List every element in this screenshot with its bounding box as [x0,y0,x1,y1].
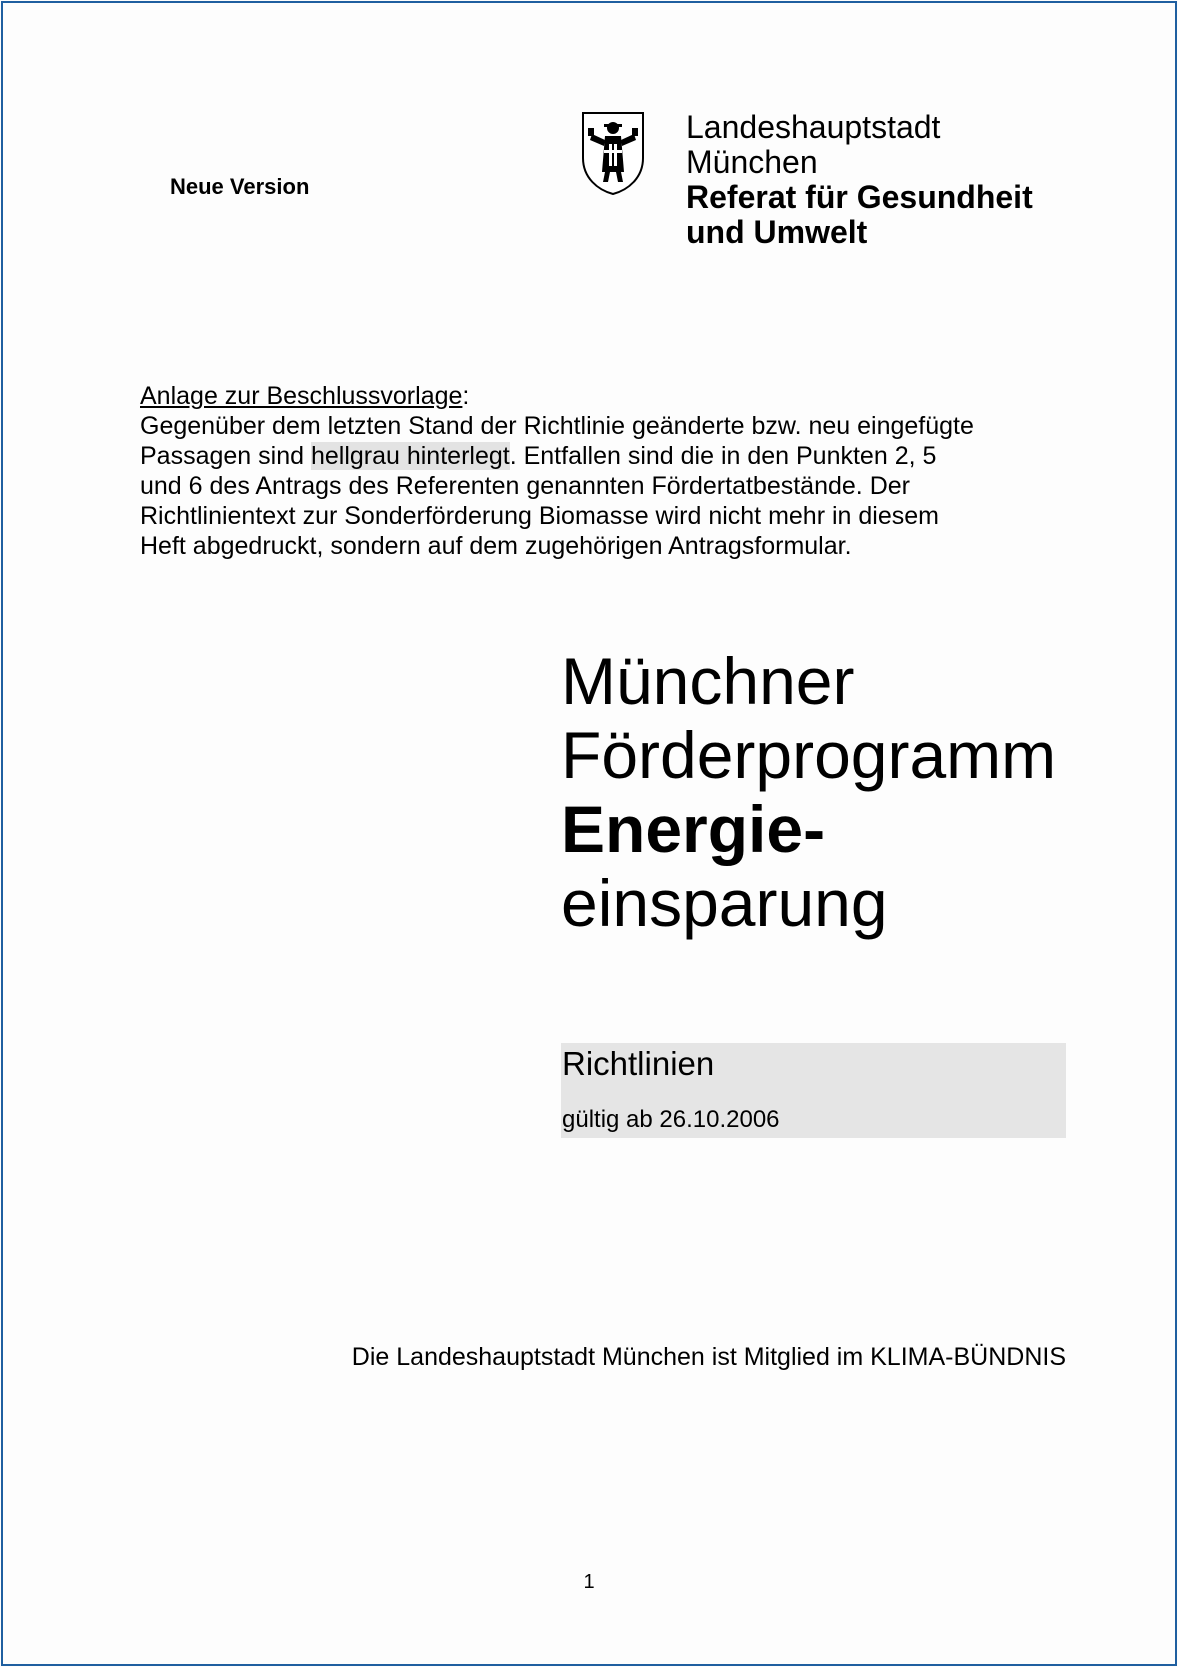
membership-note: Die Landeshauptstadt München ist Mitglied im KLIMA-BÜNDNIS [351,1343,1066,1371]
page-number: 1 [583,1571,595,1593]
highlighted-text: hellgrau hinterlegt [310,442,510,470]
title-line1: Münchner [561,644,855,718]
org-name-line1: Landeshauptstadt [686,109,941,145]
intro-line: und 6 des Antrags des Referenten genannten Fördertatbestände. Der [140,472,910,500]
intro-text: . Entfallen sind die in den Punkten 2, 5 [509,442,937,470]
title-line2: Förderprogramm [561,718,1057,792]
organization-block [686,110,1033,250]
guidelines-title: Richtlinien [562,1045,715,1082]
intro-paragraph [140,381,1080,561]
intro-line [140,441,1080,471]
intro-text: Passagen sind [140,442,311,470]
intro-line [140,381,1080,411]
intro-line: Gegenüber dem letzten Stand der Richtlinie geänderte bzw. neu eingefügte [140,412,974,440]
intro-line: Heft abgedruckt, sondern auf dem zugehörigen Antragsformular. [140,532,852,560]
version-label: Neue Version [170,174,310,199]
department-line2: und Umwelt [686,214,868,250]
document-title [561,644,1056,940]
intro-line: Richtlinientext zur Sonderförderung Biomasse wird nicht mehr in diesem [140,502,939,530]
attachment-caption: Anlage zur Beschlussvorlage [140,382,463,410]
attachment-caption-colon: : [462,382,470,410]
title-line4: einsparung [561,866,888,940]
department-line1: Referat für Gesundheit [686,179,1033,215]
org-name-line2: München [686,144,818,180]
guidelines-box [561,1043,1066,1138]
validity-date: gültig ab 26.10.2006 [562,1106,780,1133]
title-line3: Energie- [561,792,826,866]
munich-coat-of-arms-icon [580,110,646,196]
